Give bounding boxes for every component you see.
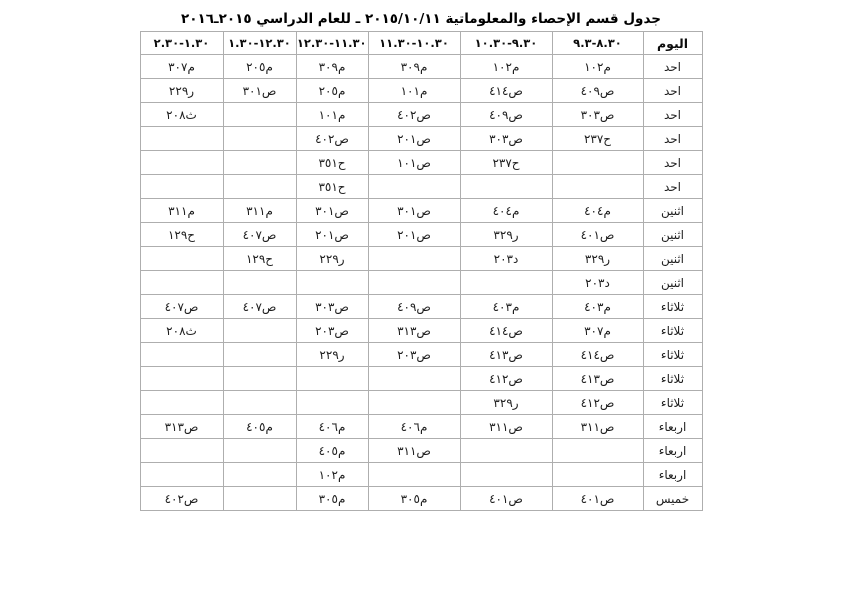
schedule-cell xyxy=(552,439,643,463)
schedule-cell xyxy=(140,175,223,199)
schedule-cell xyxy=(296,271,368,295)
schedule-cell: م٣٠٧ xyxy=(552,319,643,343)
table-row xyxy=(140,199,702,223)
table-row xyxy=(140,391,702,415)
day-cell: احد xyxy=(643,103,702,127)
schedule-cell xyxy=(140,391,223,415)
schedule-cell: م٤٠٤ xyxy=(460,199,552,223)
schedule-cell: م٤٠٤ xyxy=(552,199,643,223)
schedule-cell xyxy=(223,343,296,367)
schedule-cell: ح٣٥١ xyxy=(296,151,368,175)
schedule-cell: د٢٠٣ xyxy=(460,247,552,271)
table-row xyxy=(140,319,702,343)
schedule-cell: م٣١١ xyxy=(140,199,223,223)
day-cell: اربعاء xyxy=(643,463,702,487)
day-cell: احد xyxy=(643,151,702,175)
schedule-cell xyxy=(223,487,296,511)
schedule-cell xyxy=(223,391,296,415)
schedule-cell: ص٤٠١ xyxy=(552,223,643,247)
schedule-cell: م١٠٢ xyxy=(296,463,368,487)
schedule-cell xyxy=(368,391,460,415)
schedule-cell xyxy=(140,127,223,151)
schedule-cell: م١٠٢ xyxy=(552,55,643,79)
schedule-cell: ص٣٠١ xyxy=(223,79,296,103)
schedule-cell: م٤٠٦ xyxy=(368,415,460,439)
schedule-cell: ص٤١٢ xyxy=(552,391,643,415)
schedule-cell: م٢٠٥ xyxy=(296,79,368,103)
header-row xyxy=(140,32,702,55)
day-cell: اثنين xyxy=(643,223,702,247)
schedule-cell: ص٢٠١ xyxy=(368,223,460,247)
schedule-cell: م٤٠٣ xyxy=(552,295,643,319)
day-cell: ثلاثاء xyxy=(643,319,702,343)
day-column-header: اليوم xyxy=(643,32,702,55)
schedule-cell xyxy=(460,439,552,463)
schedule-cell xyxy=(368,463,460,487)
schedule-cell: م٣١١ xyxy=(223,199,296,223)
schedule-cell: ر٢٢٩ xyxy=(296,247,368,271)
schedule-cell: ص٣٠١ xyxy=(296,199,368,223)
schedule-cell xyxy=(140,343,223,367)
table-row xyxy=(140,295,702,319)
schedule-cell: ص٤٠٧ xyxy=(140,295,223,319)
day-cell: احد xyxy=(643,55,702,79)
schedule-cell xyxy=(223,439,296,463)
schedule-cell: ح٢٣٧ xyxy=(552,127,643,151)
time-column-header: ٩.٣٠-١٠.٣٠ xyxy=(460,32,552,55)
schedule-cell: م٤٠٦ xyxy=(296,415,368,439)
page-title: جدول قسم الإحصاء والمعلوماتية ٢٠١٥/١٠/١١ ـ للعام الدراسي ٢٠١٥ـ٢٠١٦ xyxy=(181,11,661,27)
schedule-cell: ص٤٠٢ xyxy=(368,103,460,127)
schedule-cell: ص٤١٣ xyxy=(460,343,552,367)
time-column-header: ١١.٣٠-١٢.٣٠ xyxy=(296,32,368,55)
schedule-cell: ص٤١٣ xyxy=(552,367,643,391)
time-column-header: ٨.٣٠-٩.٣ xyxy=(552,32,643,55)
day-cell: اربعاء xyxy=(643,439,702,463)
schedule-cell: م٤٠٥ xyxy=(296,439,368,463)
schedule-cell: م٤٠٥ xyxy=(223,415,296,439)
schedule-cell: ص٣٠٣ xyxy=(552,103,643,127)
schedule-cell xyxy=(223,319,296,343)
schedule-cell: ص٤٠٩ xyxy=(460,103,552,127)
schedule-cell xyxy=(223,103,296,127)
schedule-cell: ص٤٠٩ xyxy=(552,79,643,103)
schedule-cell: ص٤٠١ xyxy=(460,487,552,511)
day-cell: ثلاثاء xyxy=(643,295,702,319)
schedule-cell xyxy=(460,175,552,199)
schedule-cell xyxy=(223,367,296,391)
schedule-cell: ص٤٠١ xyxy=(552,487,643,511)
table-row xyxy=(140,439,702,463)
schedule-cell xyxy=(140,439,223,463)
day-cell: اثنين xyxy=(643,247,702,271)
schedule-cell: ث٢٠٨ xyxy=(140,103,223,127)
schedule-cell: ص٤١٤ xyxy=(460,319,552,343)
schedule-cell: ص٤٠٩ xyxy=(368,295,460,319)
schedule-cell xyxy=(460,271,552,295)
schedule-cell: ص٣١٣ xyxy=(140,415,223,439)
schedule-cell: ح١٢٩ xyxy=(140,223,223,247)
schedule-cell: ص٢٠١ xyxy=(296,223,368,247)
schedule-cell xyxy=(140,247,223,271)
schedule-cell: ص٣١١ xyxy=(460,415,552,439)
day-cell: ثلاثاء xyxy=(643,343,702,367)
schedule-cell: ر٢٢٩ xyxy=(296,343,368,367)
schedule-cell: ص٤٠٢ xyxy=(140,487,223,511)
schedule-cell xyxy=(140,271,223,295)
day-cell: اربعاء xyxy=(643,415,702,439)
schedule-cell: ص٤٠٢ xyxy=(296,127,368,151)
table-row xyxy=(140,415,702,439)
schedule-cell: ح٣٥١ xyxy=(296,175,368,199)
schedule-cell xyxy=(368,247,460,271)
schedule-cell xyxy=(552,151,643,175)
schedule-cell xyxy=(140,151,223,175)
day-cell: ثلاثاء xyxy=(643,391,702,415)
schedule-cell: م٣٠٥ xyxy=(296,487,368,511)
schedule-cell: ص٤١٤ xyxy=(460,79,552,103)
schedule-cell: ر٢٢٩ xyxy=(140,79,223,103)
table-row xyxy=(140,487,702,511)
schedule-cell xyxy=(368,367,460,391)
schedule-cell xyxy=(223,175,296,199)
table-row xyxy=(140,271,702,295)
table-row xyxy=(140,103,702,127)
schedule-cell: ص٢٠٣ xyxy=(296,319,368,343)
schedule-cell xyxy=(296,391,368,415)
schedule-cell: م٣٠٩ xyxy=(296,55,368,79)
table-row xyxy=(140,175,702,199)
schedule-cell: ح٢٣٧ xyxy=(460,151,552,175)
schedule-cell: ص٤١٤ xyxy=(552,343,643,367)
schedule-cell: ص٣١٣ xyxy=(368,319,460,343)
schedule-cell xyxy=(223,463,296,487)
schedule-cell: ر٣٢٩ xyxy=(460,223,552,247)
schedule-cell xyxy=(223,271,296,295)
schedule-cell xyxy=(223,127,296,151)
schedule-cell: ص٤٠٧ xyxy=(223,223,296,247)
schedule-cell: ص٣١١ xyxy=(552,415,643,439)
day-cell: احد xyxy=(643,79,702,103)
schedule-cell: ح١٢٩ xyxy=(223,247,296,271)
schedule-cell: م٣٠٥ xyxy=(368,487,460,511)
day-cell: خميس xyxy=(643,487,702,511)
time-column-header: ١.٣٠-٢.٣٠ xyxy=(140,32,223,55)
table-row xyxy=(140,151,702,175)
schedule-cell xyxy=(223,151,296,175)
schedule-cell xyxy=(552,463,643,487)
schedule-cell: م٢٠٥ xyxy=(223,55,296,79)
schedule-cell: ص١٠١ xyxy=(368,151,460,175)
schedule-cell xyxy=(460,463,552,487)
schedule-cell xyxy=(368,175,460,199)
schedule-cell: ص٤١٢ xyxy=(460,367,552,391)
schedule-cell: ص٣٠٣ xyxy=(296,295,368,319)
table-row xyxy=(140,247,702,271)
schedule-cell: ر٣٢٩ xyxy=(460,391,552,415)
schedule-cell xyxy=(296,367,368,391)
day-cell: احد xyxy=(643,127,702,151)
schedule-cell: ص٢٠٣ xyxy=(368,343,460,367)
table-row xyxy=(140,127,702,151)
table-row xyxy=(140,367,702,391)
schedule-body xyxy=(140,55,702,511)
schedule-cell: ص٤٠٧ xyxy=(223,295,296,319)
schedule-table xyxy=(140,31,703,511)
schedule-cell: ص٣٠١ xyxy=(368,199,460,223)
schedule-cell: ص٣١١ xyxy=(368,439,460,463)
schedule-cell xyxy=(140,463,223,487)
schedule-cell: م١٠١ xyxy=(368,79,460,103)
schedule-cell: م١٠١ xyxy=(296,103,368,127)
schedule-cell xyxy=(140,367,223,391)
schedule-cell: م٤٠٣ xyxy=(460,295,552,319)
schedule-cell: م٣٠٩ xyxy=(368,55,460,79)
schedule-cell: ص٣٠٣ xyxy=(460,127,552,151)
schedule-cell: د٢٠٣ xyxy=(552,271,643,295)
schedule-cell: ص٢٠١ xyxy=(368,127,460,151)
schedule-cell: ث٢٠٨ xyxy=(140,319,223,343)
schedule-cell xyxy=(368,271,460,295)
day-cell: ثلاثاء xyxy=(643,367,702,391)
day-cell: احد xyxy=(643,175,702,199)
day-cell: اثنين xyxy=(643,199,702,223)
time-column-header: ١٠.٣٠-١١.٣٠ xyxy=(368,32,460,55)
time-column-header: ١٢.٣٠-١.٣٠ xyxy=(223,32,296,55)
schedule-cell: م٣٠٧ xyxy=(140,55,223,79)
table-row xyxy=(140,343,702,367)
schedule-cell xyxy=(552,175,643,199)
day-cell: اثنين xyxy=(643,271,702,295)
schedule-cell: م١٠٢ xyxy=(460,55,552,79)
table-row xyxy=(140,55,702,79)
table-row xyxy=(140,79,702,103)
table-row xyxy=(140,223,702,247)
schedule-cell: ر٣٢٩ xyxy=(552,247,643,271)
table-row xyxy=(140,463,702,487)
